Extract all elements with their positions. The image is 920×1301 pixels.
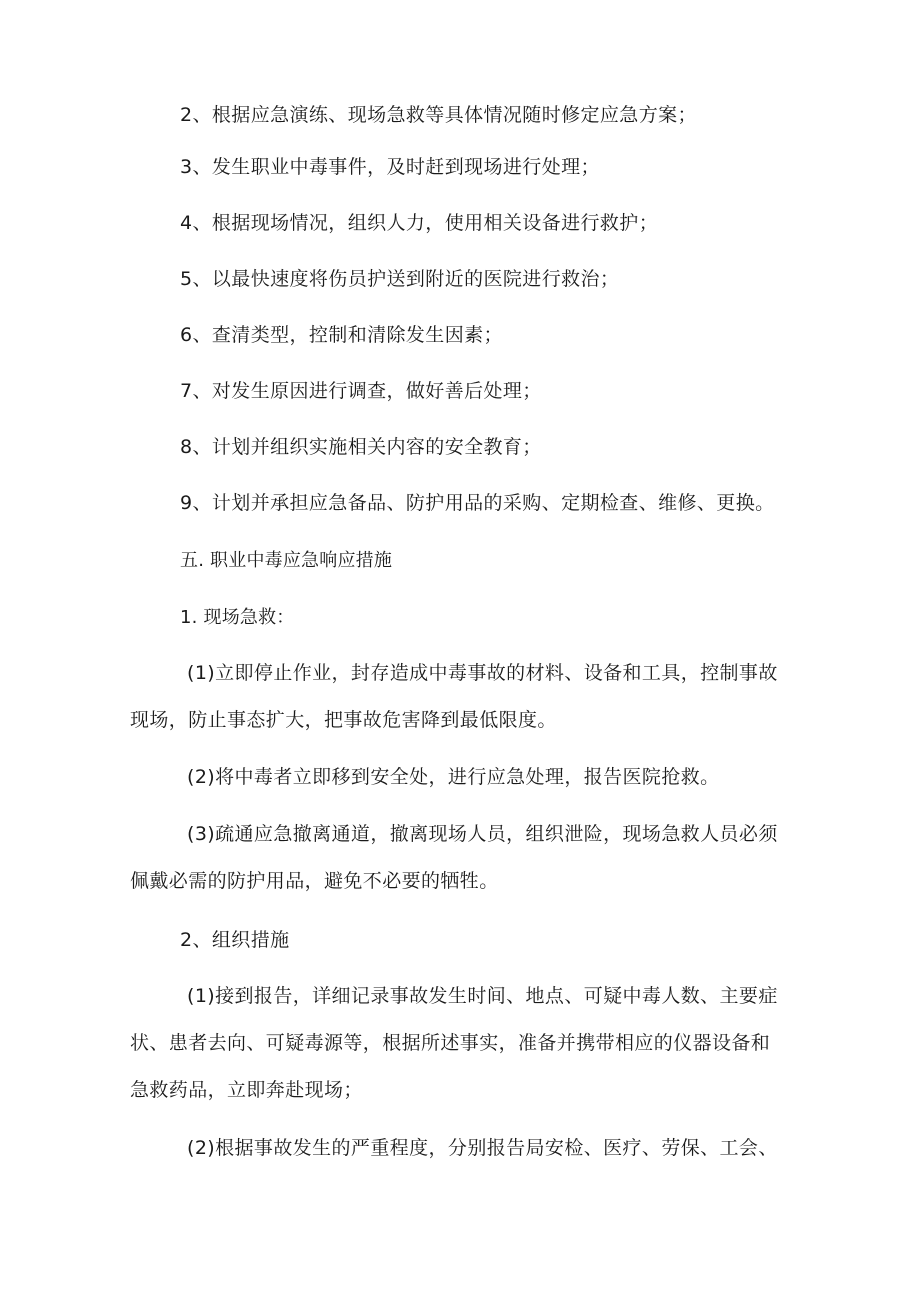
list-item-5: 5、以最快速度将伤员护送到附近的医院进行救治；	[180, 268, 620, 290]
paragraph-3-line-2: 佩戴必需的防护用品，避免不必要的牺牲。	[130, 870, 499, 892]
section-heading: 五. 职业中毒应急响应措施	[180, 550, 393, 571]
paragraph-2-line-1: (2)将中毒者立即移到安全处，进行应急处理，报告医院抢救。	[187, 766, 720, 788]
paragraph-4-line-1: (1)接到报告，详细记录事故发生时间、地点、可疑中毒人数、主要症	[187, 985, 778, 1007]
list-item-7: 7、对发生原因进行调查，做好善后处理；	[180, 380, 542, 402]
paragraph-4-line-3: 急救药品，立即奔赴现场；	[130, 1079, 363, 1101]
paragraph-5-line-1: (2)根据事故发生的严重程度，分别报告局安检、医疗、劳保、工会、	[187, 1137, 778, 1159]
list-item-4: 4、根据现场情况，组织人力，使用相关设备进行救护；	[180, 212, 659, 234]
list-item-6: 6、查清类型，控制和清除发生因素；	[180, 324, 503, 346]
list-item-9: 9、计划并承担应急备品、防护用品的采购、定期检查、维修、更换。	[180, 492, 775, 514]
paragraph-3-line-1: (3)疏通应急撤离通道，撤离现场人员，组织泄险，现场急救人员必须	[187, 823, 778, 845]
paragraph-4-line-2: 状、患者去向、可疑毒源等，根据所述事实，准备并携带相应的仪器设备和	[130, 1032, 771, 1054]
sub-heading-organization: 2、组织措施	[180, 929, 290, 951]
sub-heading-emergency-rescue: 1. 现场急救：	[180, 607, 295, 628]
list-item-3: 3、发生职业中毒事件，及时赶到现场进行处理；	[180, 156, 600, 178]
list-item-8: 8、计划并组织实施相关内容的安全教育；	[180, 436, 542, 458]
paragraph-1-line-2: 现场，防止事态扩大，把事故危害降到最低限度。	[130, 709, 557, 731]
list-item-2: 2、根据应急演练、现场急救等具体情况随时修定应急方案；	[180, 104, 697, 126]
paragraph-1-line-1: (1)立即停止作业，封存造成中毒事故的材料、设备和工具，控制事故	[187, 662, 778, 684]
